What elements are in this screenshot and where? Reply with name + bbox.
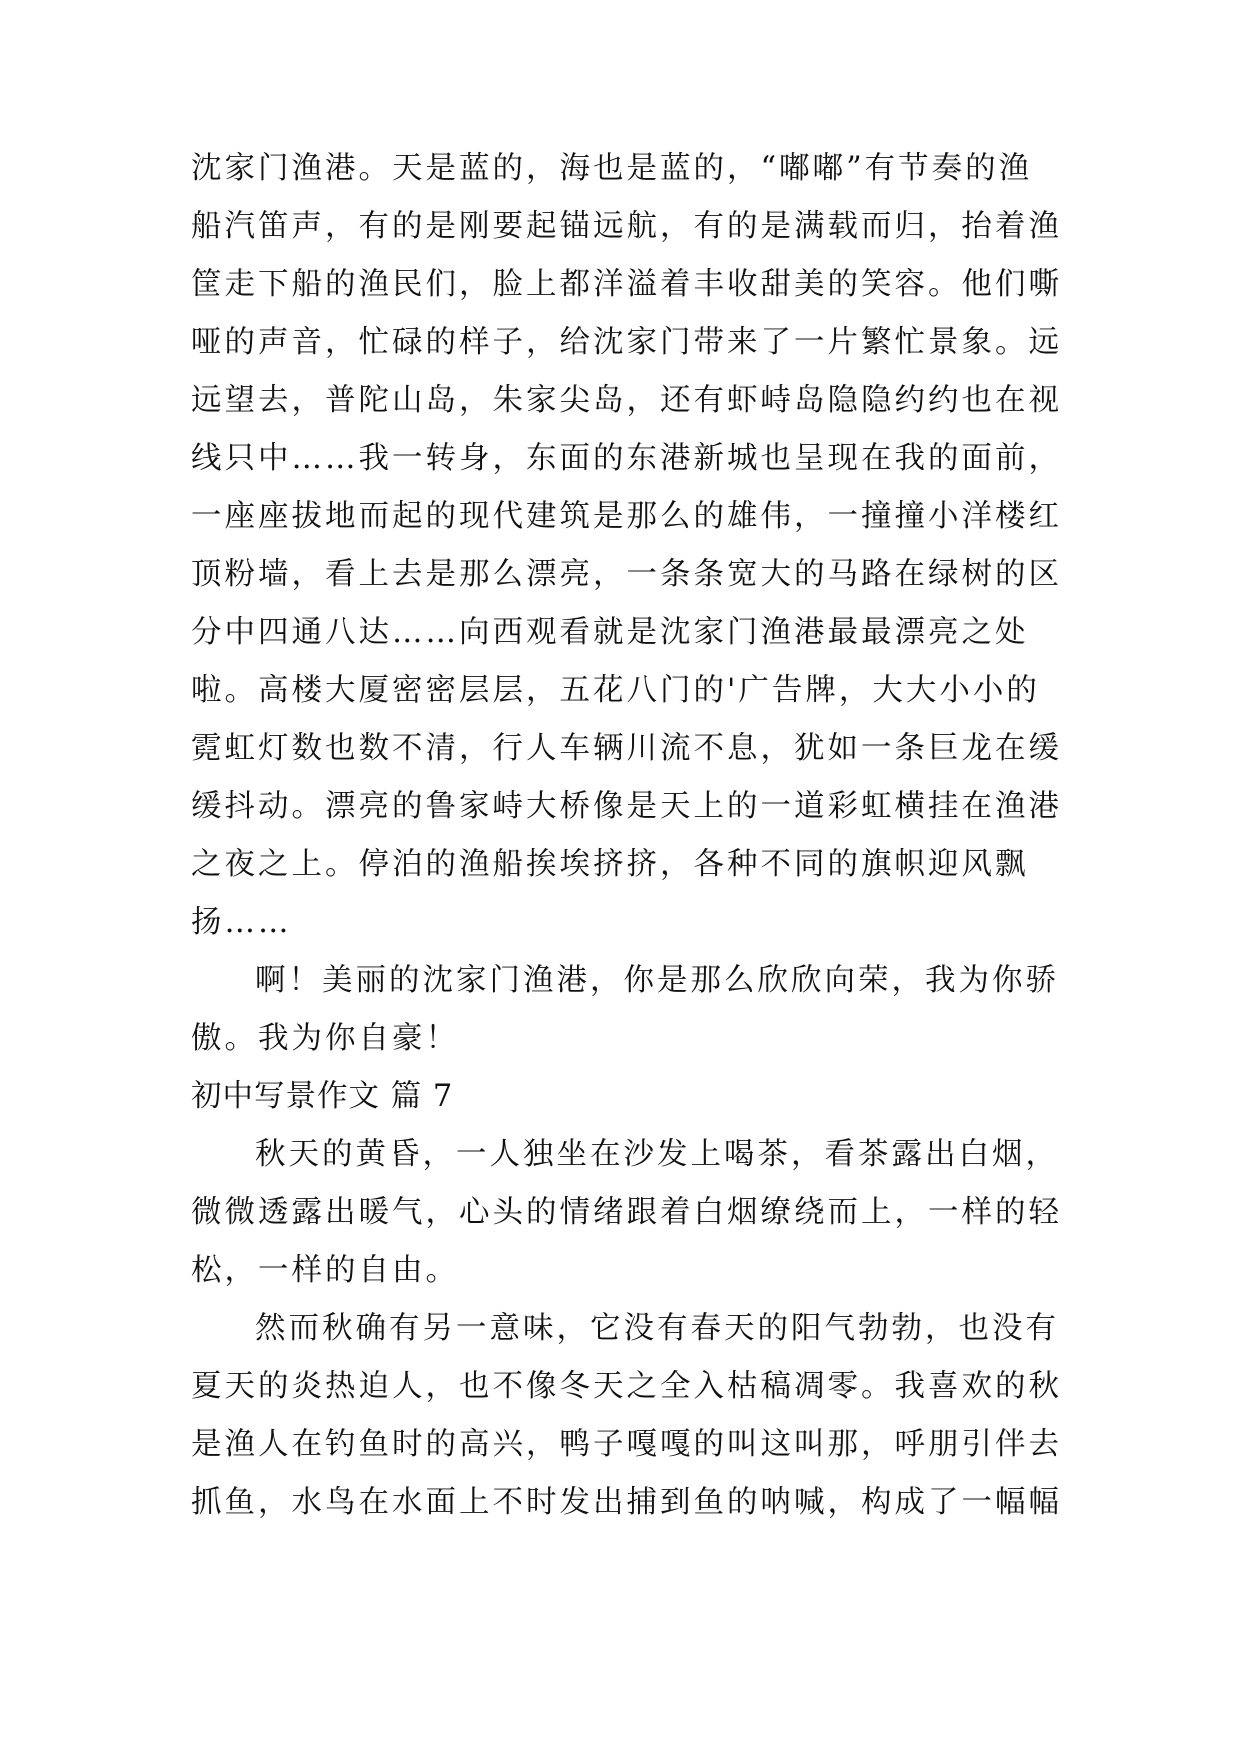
text-line: 一座座拔地而起的现代建筑是那么的雄伟，一撞撞小洋楼红 [191, 499, 1062, 534]
paragraph-harbor-description [191, 140, 1062, 952]
document-page [191, 140, 1062, 1532]
text-line: 顶粉墙，看上去是那么漂亮，一条条宽大的马路在绿树的区 [191, 557, 1062, 592]
text-line: 船汽笛声，有的是刚要起锚远航，有的是满载而归，抬着渔 [191, 209, 1062, 244]
text-line: 线只中……我一转身，东面的东港新城也呈现在我的面前， [191, 441, 1062, 476]
text-line: 分中四通八达……向西观看就是沈家门渔港最最漂亮之处 [191, 615, 1029, 650]
text-line: 啊！美丽的沈家门渔港，你是那么欣欣向荣，我为你骄 [255, 963, 1059, 998]
text-line: 秋天的黄昏，一人独坐在沙发上喝茶，看茶露出白烟， [255, 1137, 1059, 1172]
text-line: 是渔人在钓鱼时的高兴，鸭子嘎嘎的叫这叫那，呼朋引伴去 [191, 1427, 1062, 1462]
text-line: 抓鱼，水鸟在水面上不时发出捕到鱼的呐喊，构成了一幅幅 [191, 1485, 1062, 1520]
text-line: 筐走下船的渔民们，脸上都洋溢着丰收甜美的笑容。他们嘶 [191, 267, 1062, 302]
text-line: 然而秋确有另一意味，它没有春天的阳气勃勃，也没有 [255, 1311, 1059, 1346]
text-line: 夏天的炎热迫人，也不像冬天之全入枯稿凋零。我喜欢的秋 [191, 1369, 1062, 1404]
text-line: 松，一样的自由。 [191, 1253, 459, 1288]
text-line: 缓抖动。漂亮的鲁家峙大桥像是天上的一道彩虹横挂在渔港 [191, 789, 1062, 824]
text-line: 哑的声音，忙碌的样子，给沈家门带来了一片繁忙景象。远 [191, 325, 1062, 360]
text-line: 远望去，普陀山岛，朱家尖岛，还有虾峙岛隐隐约约也在视 [191, 383, 1062, 418]
text-line: 傲。我为你自豪！ [191, 1021, 459, 1056]
text-line: 啦。高楼大厦密密层层，五花八门的'广告牌，大大小小的 [191, 673, 1040, 708]
text-line: 之夜之上。停泊的渔船挨埃挤挤，各种不同的旗帜迎风飘 [191, 847, 1029, 882]
text-line: 霓虹灯数也数不清，行人车辆川流不息，犹如一条巨龙在缓 [191, 731, 1062, 766]
paragraph-autumn-dusk [191, 1126, 1062, 1300]
section-heading: 初中写景作文 篇 7 [191, 1079, 454, 1114]
paragraph-autumn-meaning [191, 1300, 1062, 1532]
text-line: 扬…… [191, 905, 292, 940]
text-line: 沈家门渔港。天是蓝的，海也是蓝的，“嘟嘟”有节奏的渔 [191, 151, 1033, 186]
paragraph-exclamation [191, 952, 1059, 1068]
text-line: 微微透露出暖气，心头的情绪跟着白烟缭绕而上，一样的轻 [191, 1195, 1062, 1230]
